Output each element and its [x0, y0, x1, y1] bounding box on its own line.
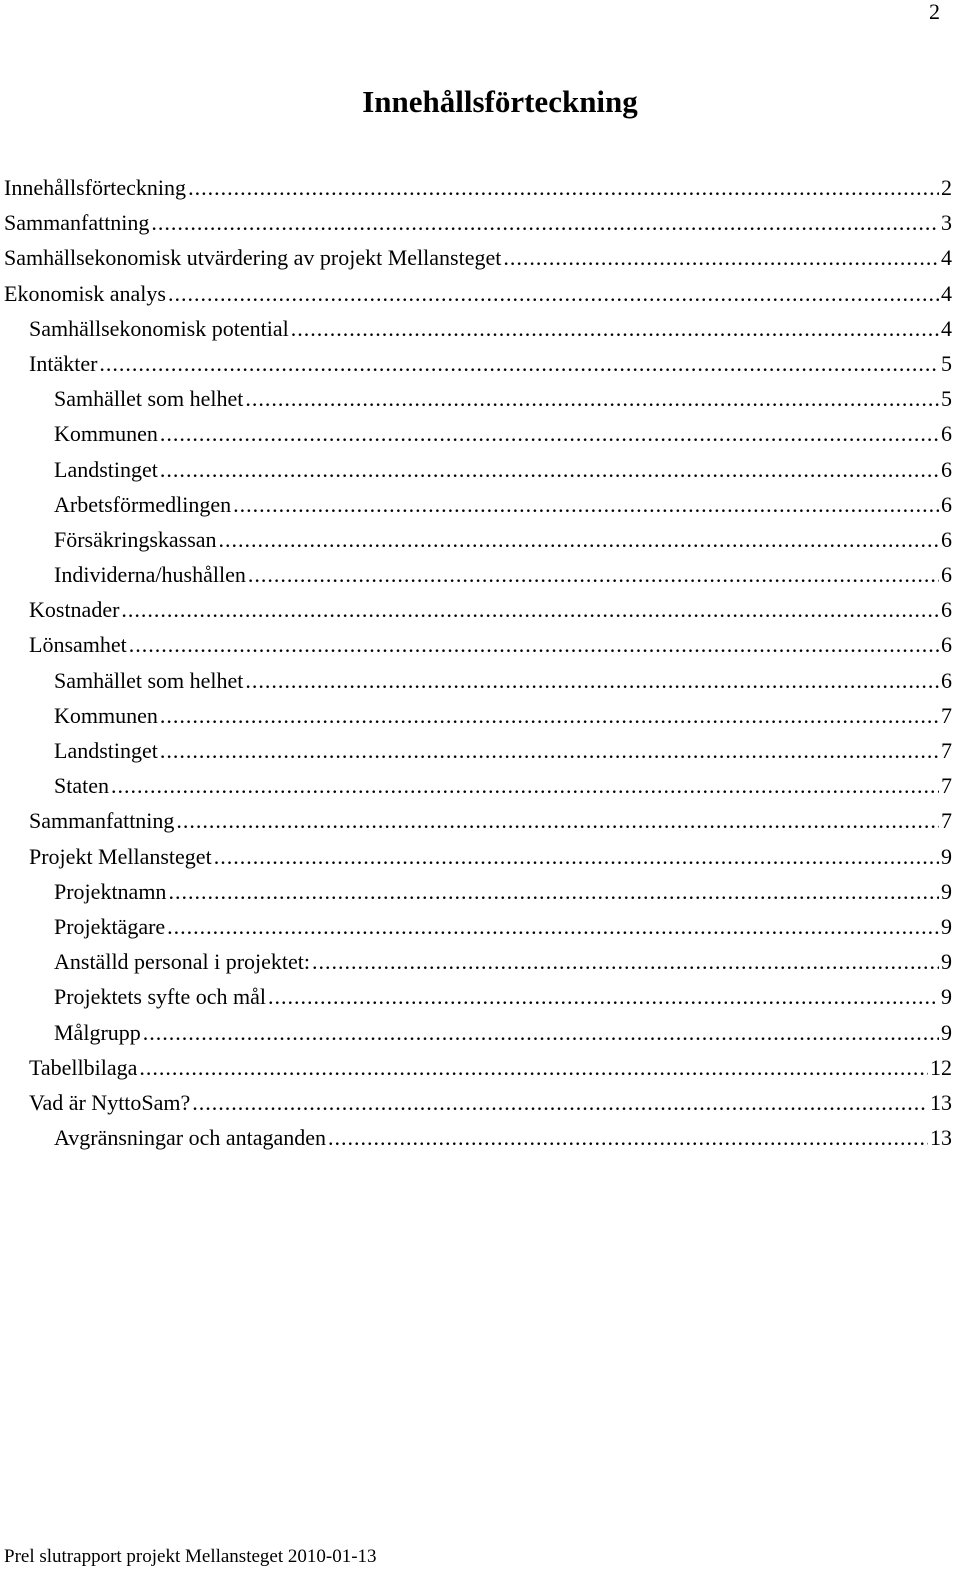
toc-dot-leader — [168, 874, 939, 909]
toc-entry[interactable] — [4, 1120, 952, 1155]
toc-entry-page: 4 — [941, 245, 952, 271]
toc-entry-page: 6 — [941, 632, 952, 658]
toc-entry-title: Sammanfattning — [29, 808, 175, 834]
toc-entry-title: Tabellbilaga — [29, 1054, 138, 1080]
toc-entry-page: 9 — [941, 984, 952, 1010]
toc-dot-leader — [160, 698, 939, 733]
toc-entry[interactable] — [4, 276, 952, 311]
toc-dot-leader — [192, 1085, 928, 1120]
toc-dot-leader — [328, 1120, 928, 1155]
toc-entry-page: 6 — [941, 456, 952, 482]
toc-entry[interactable] — [4, 452, 952, 487]
toc-dot-leader — [168, 276, 939, 311]
toc-entry-page: 6 — [941, 562, 952, 588]
toc-dot-leader — [245, 663, 939, 698]
toc-dot-leader — [167, 909, 939, 944]
toc-entry-page: 9 — [941, 843, 952, 869]
page-title: Innehållsförteckning — [362, 84, 638, 119]
toc-entry-title: Projekt Mellansteget — [29, 843, 212, 869]
toc-entry-page: 6 — [941, 667, 952, 693]
toc-dot-leader — [111, 768, 939, 803]
toc-entry-title: Avgränsningar och antaganden — [54, 1125, 327, 1151]
toc-entry[interactable] — [4, 346, 952, 381]
toc-dot-leader — [129, 627, 939, 662]
toc-entry-title: Projektnamn — [54, 878, 167, 904]
toc-dot-leader — [268, 979, 939, 1014]
toc-entry-title: Sammanfattning — [4, 210, 150, 236]
toc-entry[interactable] — [4, 979, 952, 1014]
toc-entry-page: 4 — [941, 315, 952, 341]
toc-entry[interactable] — [4, 627, 952, 662]
toc-entry[interactable] — [4, 170, 952, 205]
toc-dot-leader — [245, 381, 939, 416]
toc-entry-page: 5 — [941, 386, 952, 412]
toc-entry[interactable] — [4, 487, 952, 522]
toc-entry-page: 13 — [930, 1125, 952, 1151]
toc-entry-page: 2 — [941, 175, 952, 200]
toc-entry-title: Projektets syfte och mål — [54, 984, 267, 1010]
toc-entry-title: Målgrupp — [54, 1019, 141, 1045]
toc-entry-page: 4 — [941, 280, 952, 306]
toc-entry-title: Landstinget — [54, 456, 158, 482]
toc-entry-page: 7 — [941, 738, 952, 763]
toc-dot-leader — [312, 944, 939, 979]
toc-entry[interactable] — [4, 803, 952, 838]
toc-dot-leader — [151, 205, 939, 240]
toc-entry-page: 6 — [941, 597, 952, 623]
toc-entry-title: Ekonomisk analys — [4, 280, 166, 306]
toc-entry[interactable] — [4, 205, 952, 240]
toc-entry-page: 9 — [941, 913, 952, 939]
toc-dot-leader — [160, 452, 939, 487]
toc-entry-title: Samhället som helhet — [54, 667, 244, 693]
toc-entry-page: 12 — [930, 1054, 952, 1080]
toc-entry[interactable] — [4, 1050, 952, 1085]
toc-entry-title: Landstinget — [54, 738, 158, 763]
toc-dot-leader — [291, 311, 939, 346]
toc-entry-title: Vad är NyttoSam? — [29, 1089, 191, 1115]
toc-entry-title: Projektägare — [54, 913, 166, 939]
toc-entry-page: 7 — [941, 808, 952, 834]
toc-dot-leader — [139, 1050, 928, 1085]
toc-dot-leader — [248, 557, 939, 592]
toc-entry-title: Individerna/hushållen — [54, 562, 246, 588]
toc-entry[interactable] — [4, 557, 952, 592]
toc-entry-title: Kostnader — [29, 597, 120, 623]
toc-entry-page: 9 — [941, 878, 952, 904]
toc-dot-leader — [188, 170, 939, 205]
toc-entry-page: 9 — [941, 949, 952, 975]
toc-entry[interactable] — [4, 768, 952, 803]
toc-entry-page: 13 — [930, 1089, 952, 1115]
toc-entry-title: Innehållsförteckning — [4, 175, 187, 200]
toc-dot-leader — [233, 487, 939, 522]
toc-entry-title: Intäkter — [29, 350, 98, 376]
toc-entry-title: Kommunen — [54, 702, 158, 728]
toc-entry[interactable] — [4, 909, 952, 944]
toc-entry-title: Samhället som helhet — [54, 386, 244, 412]
toc-entry[interactable] — [4, 522, 952, 557]
toc-entry-page: 6 — [941, 421, 952, 447]
toc-entry-page: 9 — [941, 1019, 952, 1045]
toc-entry-page: 5 — [941, 350, 952, 376]
page-footer: Prel slutrapport projekt Mellansteget 2010-01-13 — [4, 1546, 377, 1567]
toc-entry-title: Staten — [54, 773, 109, 799]
toc-entry[interactable] — [4, 1085, 952, 1120]
toc-dot-leader — [99, 346, 939, 381]
table-of-contents — [4, 170, 952, 1155]
toc-dot-leader — [219, 522, 939, 557]
toc-entry[interactable] — [4, 663, 952, 698]
toc-entry[interactable] — [4, 698, 952, 733]
toc-entry-page: 6 — [941, 491, 952, 517]
page-number: 2 — [929, 0, 940, 24]
toc-entry[interactable] — [4, 311, 952, 346]
toc-entry[interactable] — [4, 944, 952, 979]
toc-entry-title: Samhällsekonomisk potential — [29, 315, 289, 341]
toc-entry-title: Försäkringskassan — [54, 526, 217, 552]
toc-dot-leader — [214, 839, 939, 874]
toc-entry-page: 7 — [941, 702, 952, 728]
toc-dot-leader — [121, 592, 939, 627]
toc-entry-page: 6 — [941, 526, 952, 552]
toc-dot-leader — [176, 803, 939, 838]
toc-entry-page: 7 — [941, 773, 952, 799]
toc-entry[interactable] — [4, 1015, 952, 1050]
toc-dot-leader — [503, 240, 939, 275]
toc-entry-title: Kommunen — [54, 421, 158, 447]
toc-dot-leader — [143, 1015, 939, 1050]
toc-entry[interactable] — [4, 839, 952, 874]
toc-entry-title: Anställd personal i projektet: — [54, 949, 310, 975]
toc-entry[interactable] — [4, 416, 952, 451]
toc-dot-leader — [160, 733, 939, 768]
toc-entry[interactable] — [4, 240, 952, 275]
toc-entry-title: Samhällsekonomisk utvärdering av projekt Mellansteget — [4, 245, 502, 271]
toc-entry[interactable] — [4, 733, 952, 768]
toc-dot-leader — [160, 416, 939, 451]
toc-entry[interactable] — [4, 381, 952, 416]
toc-entry-page: 3 — [941, 210, 952, 236]
toc-entry[interactable] — [4, 874, 952, 909]
toc-entry-title: Arbetsförmedlingen — [54, 491, 232, 517]
toc-entry[interactable] — [4, 592, 952, 627]
toc-entry-title: Lönsamhet — [29, 632, 127, 658]
